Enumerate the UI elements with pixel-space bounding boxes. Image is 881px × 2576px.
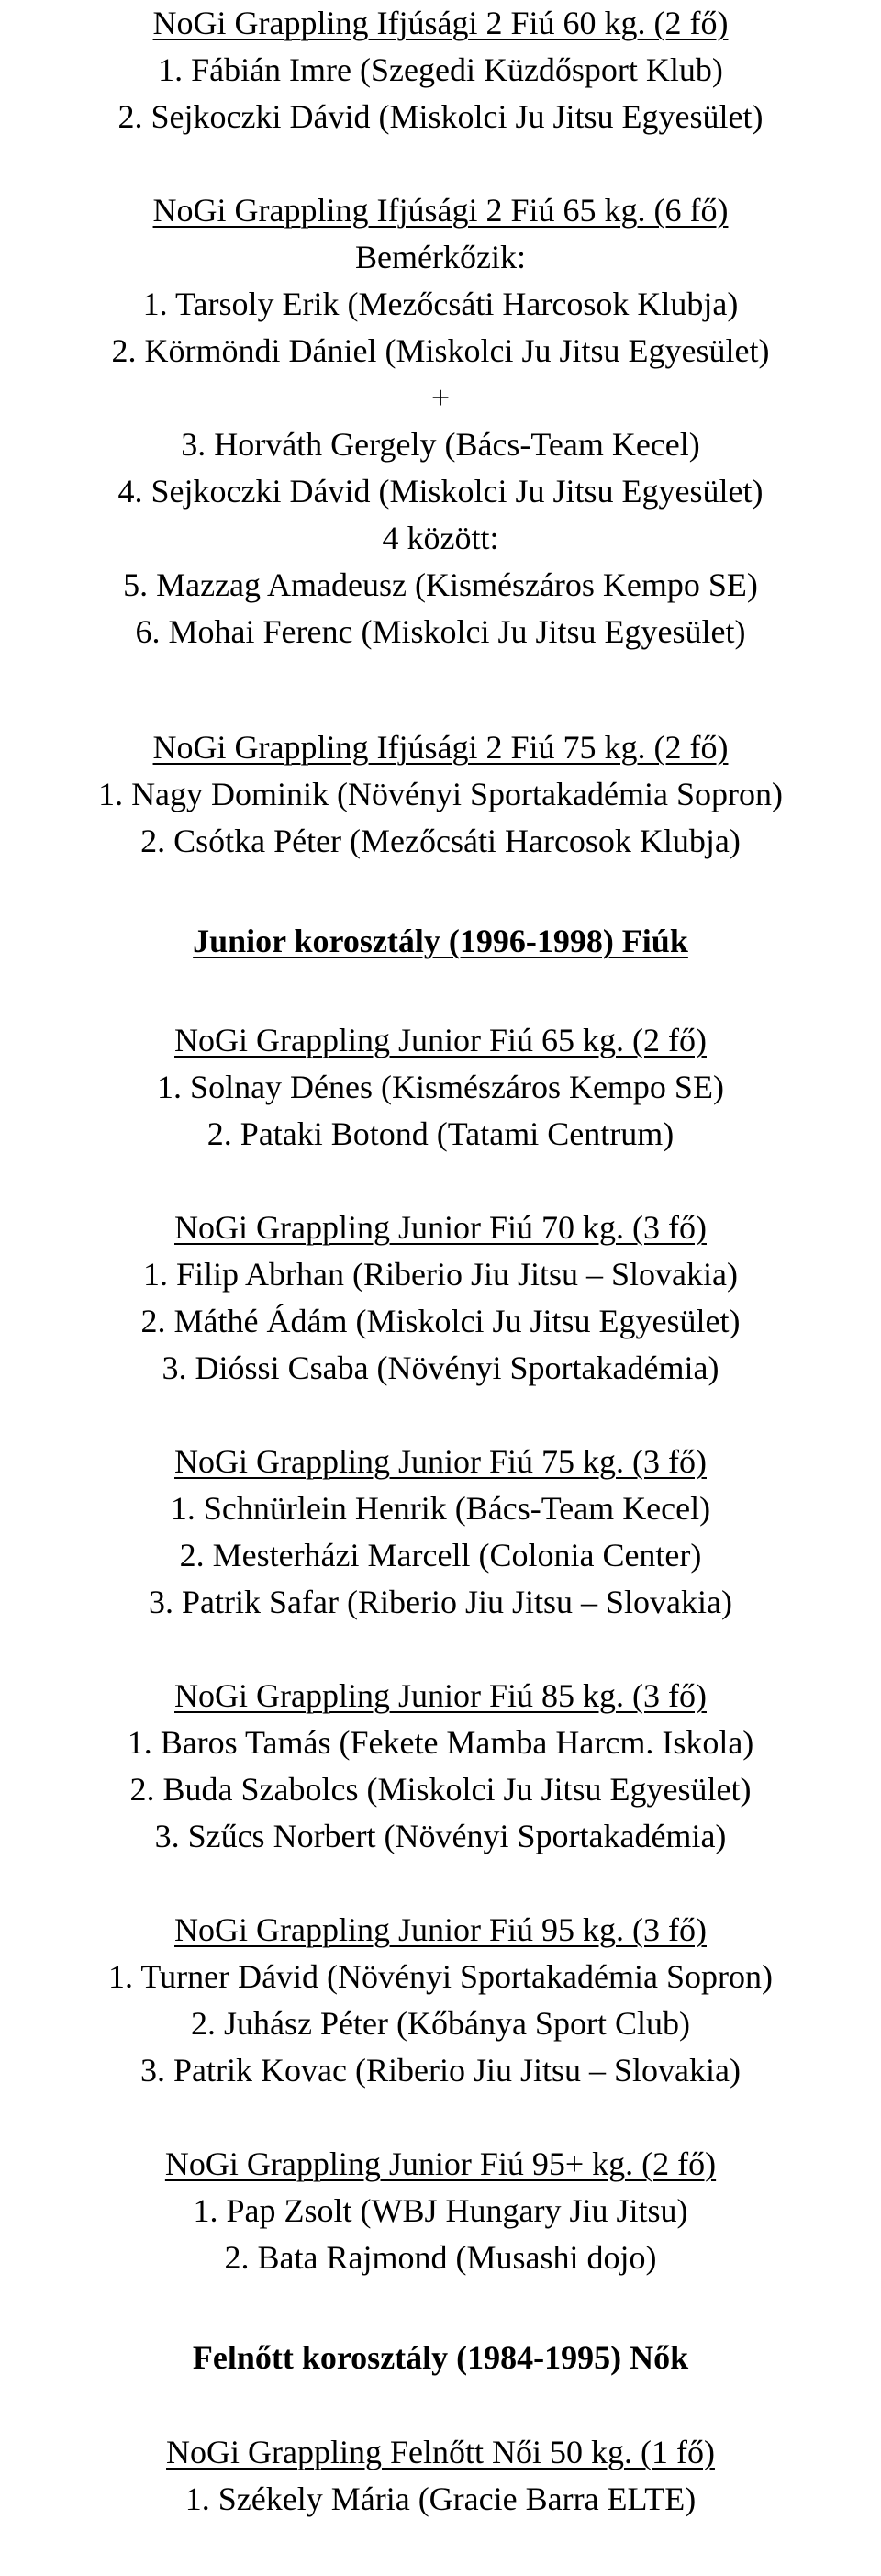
category-title: NoGi Grappling Ifjúsági 2 Fiú 60 kg. (2 fő) bbox=[152, 5, 729, 41]
result-line: 1. Pap Zsolt (WBJ Hungary Jiu Jitsu) bbox=[193, 2192, 688, 2229]
category-title: NoGi Grappling Junior Fiú 70 kg. (3 fő) bbox=[174, 1209, 707, 1246]
age-group-heading: Felnőtt korosztály (1984-1995) Nők bbox=[192, 2339, 689, 2376]
category-block bbox=[0, 187, 881, 655]
result-line: 1. Filip Abrhan (Riberio Jiu Jitsu – Slovakia) bbox=[143, 1256, 738, 1293]
category-title: NoGi Grappling Ifjúsági 2 Fiú 75 kg. (2 fő) bbox=[152, 729, 729, 766]
result-line: 2. Pataki Botond (Tatami Centrum) bbox=[206, 1115, 675, 1152]
result-line: 1. Schnürlein Henrik (Bács-Team Kecel) bbox=[170, 1490, 711, 1527]
age-group-heading-block bbox=[0, 2335, 881, 2381]
result-line: 2. Juhász Péter (Kőbánya Sport Club) bbox=[191, 2005, 690, 2042]
result-line: 1. Fábián Imre (Szegedi Küzdősport Klub) bbox=[158, 51, 723, 88]
result-line: 2. Máthé Ádám (Miskolci Ju Jitsu Egyesület) bbox=[140, 1303, 741, 1339]
category-block bbox=[0, 1017, 881, 1158]
category-title: NoGi Grappling Junior Fiú 95+ kg. (2 fő) bbox=[164, 2145, 717, 2182]
category-title: NoGi Grappling Ifjúsági 2 Fiú 65 kg. (6 fő) bbox=[152, 192, 729, 229]
result-line: Bemérkőzik: bbox=[355, 239, 526, 275]
category-title: NoGi Grappling Junior Fiú 75 kg. (3 fő) bbox=[174, 1443, 707, 1480]
category-title: NoGi Grappling Junior Fiú 65 kg. (2 fő) bbox=[174, 1022, 707, 1058]
category-block bbox=[0, 2141, 881, 2281]
result-line: 3. Horváth Gergely (Bács-Team Kecel) bbox=[181, 426, 700, 463]
category-block bbox=[0, 1439, 881, 1626]
category-block bbox=[0, 2429, 881, 2523]
result-line: 1. Székely Mária (Gracie Barra ELTE) bbox=[184, 2481, 697, 2517]
category-title: NoGi Grappling Junior Fiú 95 kg. (3 fő) bbox=[174, 1911, 707, 1948]
result-line: + bbox=[430, 379, 451, 416]
result-line: 4. Sejkoczki Dávid (Miskolci Ju Jitsu Egyesület) bbox=[117, 473, 764, 510]
result-line: 1. Solnay Dénes (Kismészáros Kempo SE) bbox=[157, 1069, 724, 1105]
result-line: 1. Baros Tamás (Fekete Mamba Harcm. Iskola) bbox=[127, 1724, 754, 1761]
result-line: 1. Turner Dávid (Növényi Sportakadémia Sopron) bbox=[108, 1958, 773, 1995]
result-line: 3. Szűcs Norbert (Növényi Sportakadémia) bbox=[154, 1818, 727, 1854]
category-block bbox=[0, 1907, 881, 2094]
result-line: 1. Tarsoly Erik (Mezőcsáti Harcosok Klubja) bbox=[142, 286, 739, 322]
result-line: 3. Patrik Kovac (Riberio Jiu Jitsu – Slovakia) bbox=[140, 2052, 741, 2089]
result-line: 2. Mesterházi Marcell (Colonia Center) bbox=[179, 1537, 702, 1574]
result-line: 2. Buda Szabolcs (Miskolci Ju Jitsu Egyesület) bbox=[129, 1771, 752, 1808]
result-line: 1. Nagy Dominik (Növényi Sportakadémia Sopron) bbox=[98, 776, 783, 812]
result-line: 4 között: bbox=[382, 520, 499, 556]
result-line: 2. Körmöndi Dániel (Miskolci Ju Jitsu Egyesület) bbox=[111, 332, 770, 369]
result-line: 5. Mazzag Amadeusz (Kismészáros Kempo SE) bbox=[123, 566, 758, 603]
result-line: 2. Csótka Péter (Mezőcsáti Harcosok Klubja) bbox=[140, 823, 741, 859]
result-line: 6. Mohai Ferenc (Miskolci Ju Jitsu Egyesület) bbox=[135, 613, 746, 650]
result-line: 3. Patrik Safar (Riberio Jiu Jitsu – Slovakia) bbox=[149, 1584, 732, 1620]
category-block bbox=[0, 724, 881, 865]
age-group-heading-block bbox=[0, 918, 881, 965]
category-block bbox=[0, 1204, 881, 1392]
result-line: 2. Sejkoczki Dávid (Miskolci Ju Jitsu Egyesület) bbox=[117, 98, 764, 135]
category-block bbox=[0, 1673, 881, 1860]
age-group-heading: Junior korosztály (1996-1998) Fiúk bbox=[193, 923, 688, 959]
category-title: NoGi Grappling Felnőtt Női 50 kg. (1 fő) bbox=[166, 2434, 715, 2470]
category-title: NoGi Grappling Junior Fiú 85 kg. (3 fő) bbox=[174, 1677, 707, 1714]
category-block bbox=[0, 0, 881, 140]
result-line: 3. Dióssi Csaba (Növényi Sportakadémia) bbox=[162, 1350, 719, 1386]
result-line: 2. Bata Rajmond (Musashi dojo) bbox=[224, 2239, 657, 2276]
